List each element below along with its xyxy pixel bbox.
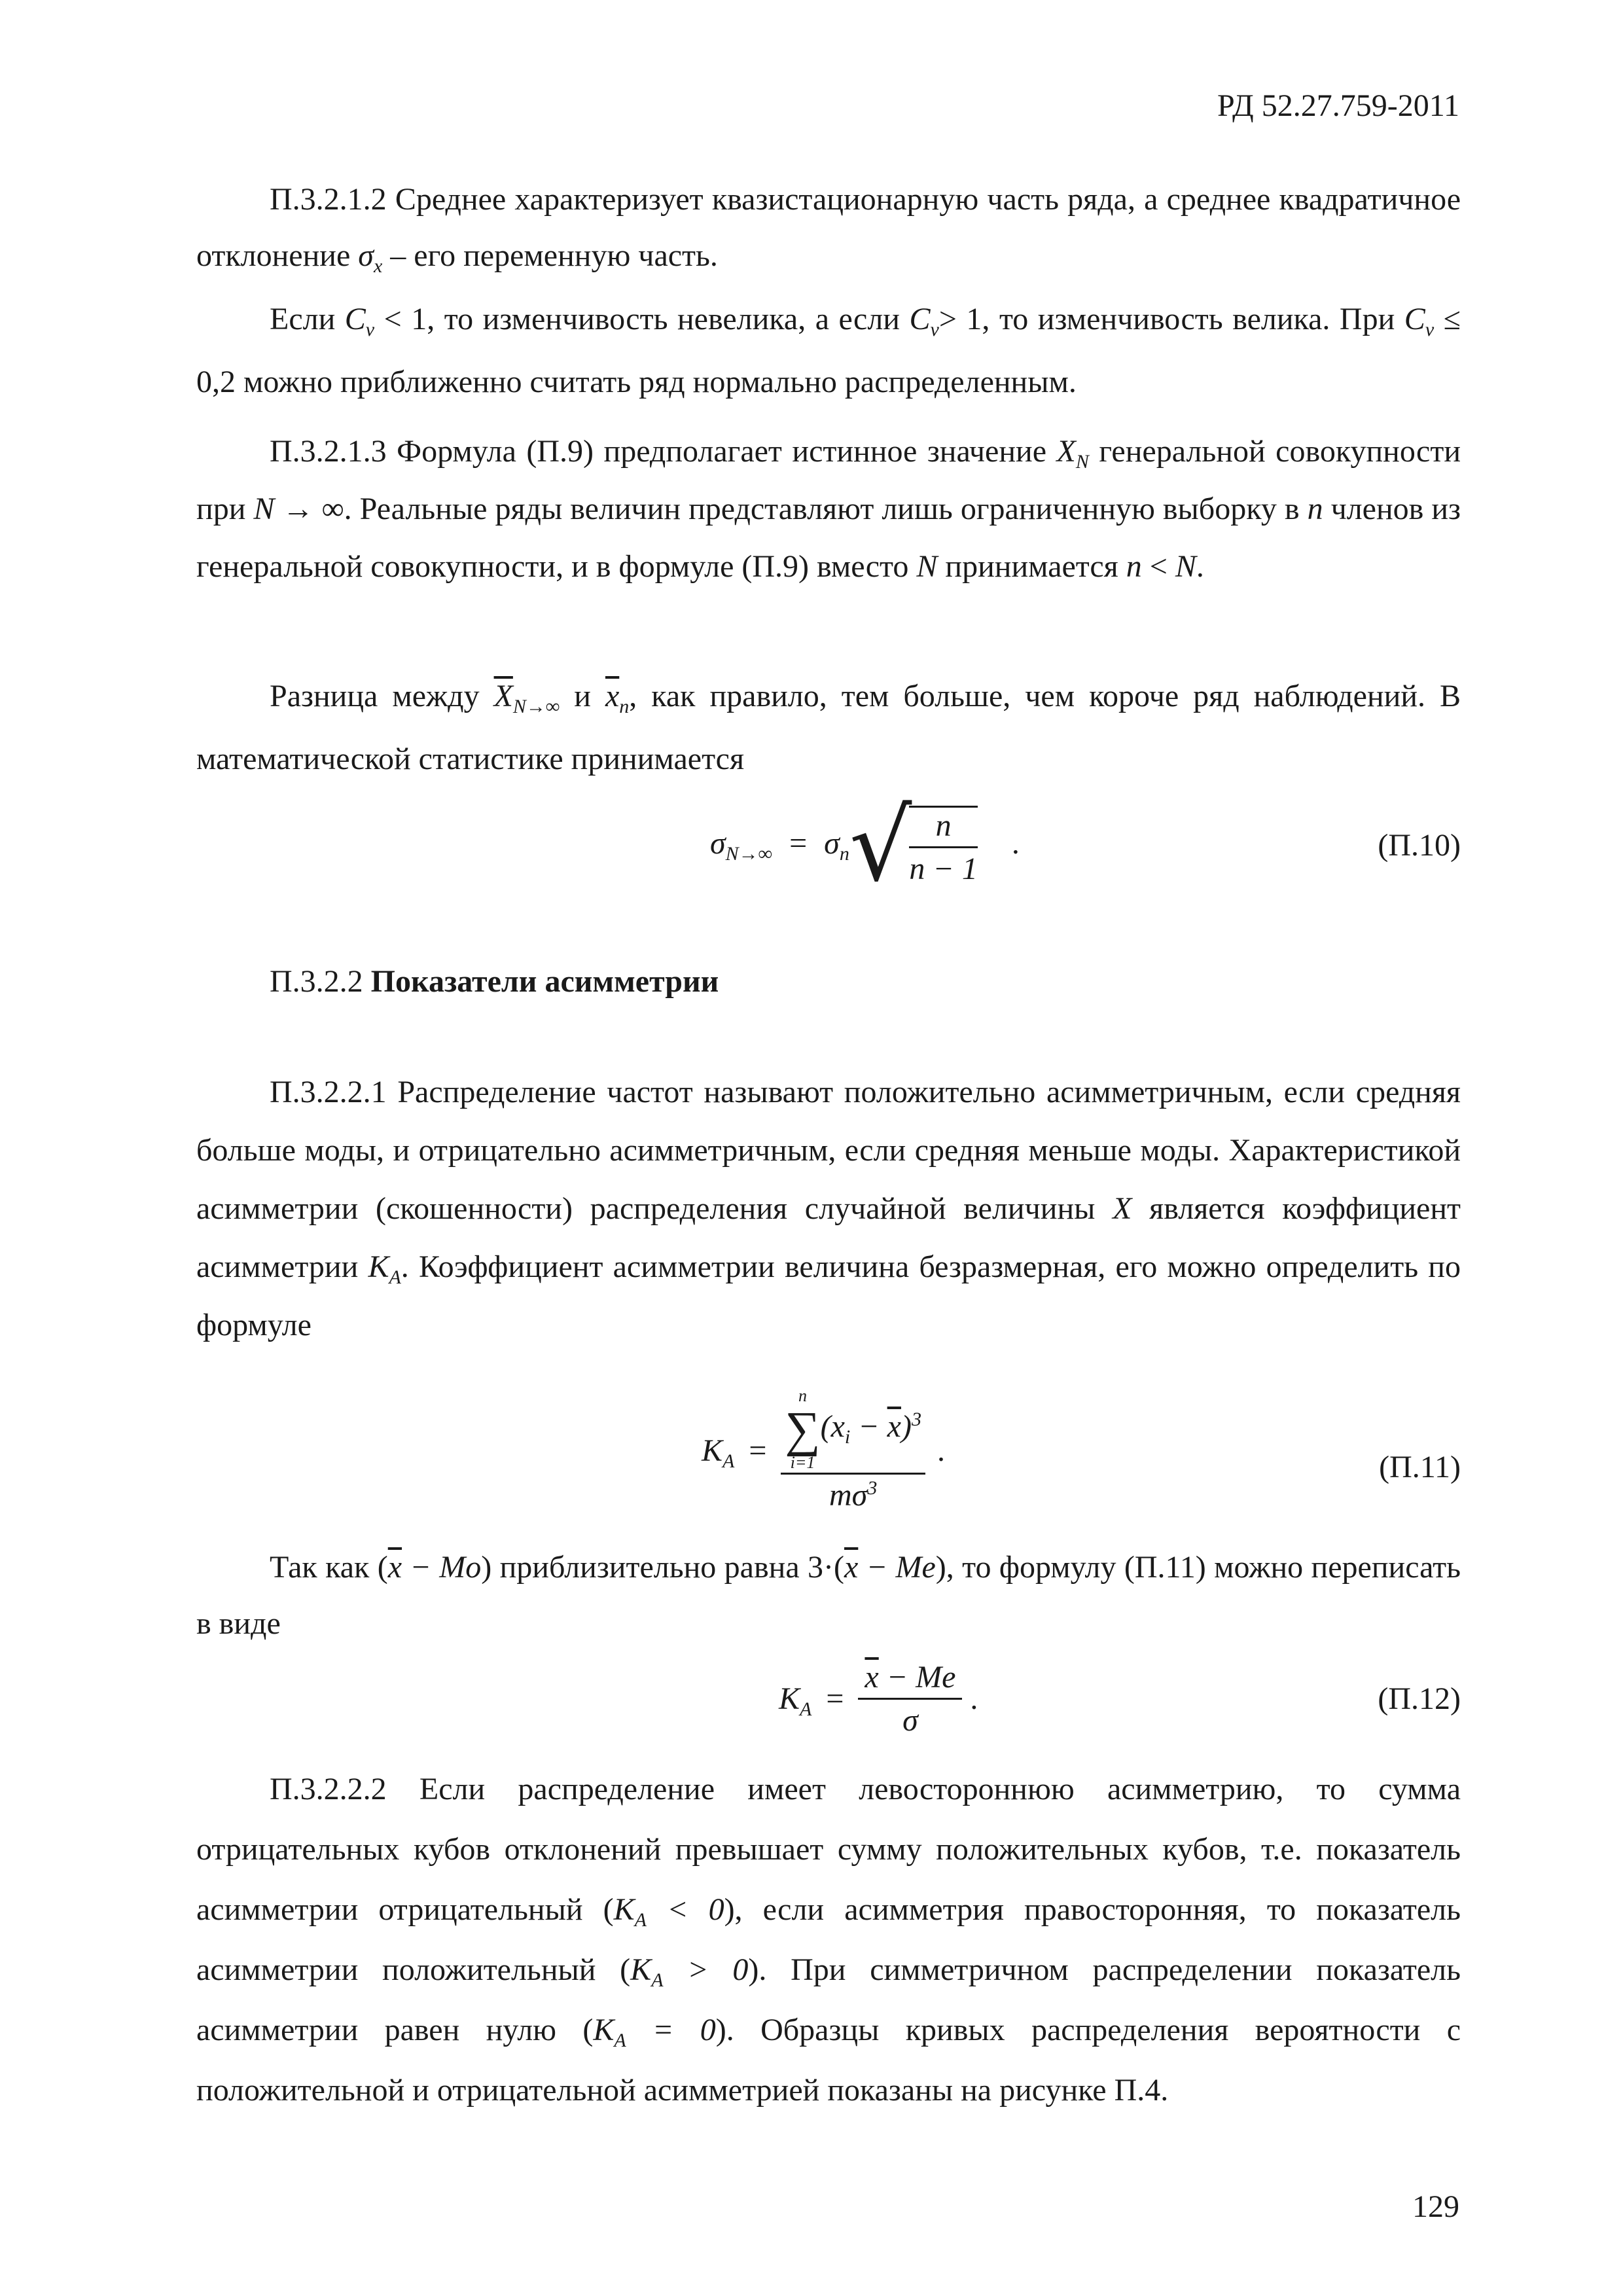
paragraph-left-right-asymmetry: П.3.2.2.2 Если распределение имеет левостороннюю асимметрию, то сумма отрицательных кубов отклонений превышает сумму положительных кубов, т.е. показатель асимметрии отрицательный $(K_A < 0)$, если асимметрия правосторонняя, то показатель асимметрии положительный $(K_A > 0)$. При симметричном распределении показатель асимметрии равен нулю $(K_A = 0)$. Образцы кривых распределения вероятности с положительной и отрицательной асимметрией показаны на рисунке П.4. xyxy=(196,1772,1461,2108)
radical-sign-icon: √ xyxy=(849,789,912,903)
paragraph-mean-sigma: П.3.2.1.2 Среднее характеризует квазистационарную часть ряда, а среднее квадратичное отклонение $\sigma_x$ – его переменную часть. xyxy=(196,182,1461,277)
equation-label-p10: (П.10) xyxy=(1378,828,1461,863)
paragraph-difference: Разница между $\overline{X}_{N\to\infty}$ и $\overline{x}_n$, как правило, тем больше, чем короче ряд наблюдений. В математической статистике принимается xyxy=(196,679,1461,776)
fraction: $\frac{\overline{x} - Me}{\sigma}$ xyxy=(858,1659,962,1738)
paragraph-asymmetry-coefficient: П.3.2.2.1 Распределение частот называют положительно асимметричным, если средняя больше моды, и отрицательно асимметричным, если средняя меньше моды. Характеристикой асимметрии (скошенности) распределения случайной величины X является коэффициент асимметрии $K_A$. Коэффициент асимметрии величина безразмерная, его можно определить по формуле xyxy=(196,1075,1461,1342)
fraction: n ∑ i=1 $(x_i - \overline{x})^3$ $m\sigma^3$ xyxy=(781,1388,925,1513)
formula-p11: $K_A$ = n ∑ i=1 $(x_i - \overline{x})^3$ $m\sigma^3$ . xyxy=(702,1386,945,1513)
square-root: √ $\frac{n}{n - 1}$ xyxy=(849,789,978,903)
equation-label-p11: (П.11) xyxy=(1379,1450,1461,1484)
paragraph-sample-size: П.3.2.1.3 Формула (П.9) предполагает истинное значение $X_N$ генеральной совокупности при N → ∞. Реальные ряды величин представляют лишь ограниченную выборку в n членов из генеральной совокупности, и в формуле (П.9) вместо N принимается n < N. xyxy=(196,434,1461,584)
equation-label-p12: (П.12) xyxy=(1378,1681,1461,1716)
formula-p12: $K_A$ = $\frac{\overline{x} - Me}{\sigma}$ . xyxy=(779,1660,978,1738)
document-code-header: РД 52.27.759-2011 xyxy=(1217,88,1459,123)
page-number: 129 xyxy=(1412,2189,1459,2224)
section-heading: П.3.2.2 Показатели асимметрии xyxy=(270,964,719,999)
sum-icon: n ∑ i=1 xyxy=(785,1386,821,1472)
paragraph-rewrite: Так как $(\overline{x} - Mo)$ приблизительно равна $3\cdot(\overline{x} - Me)$, то формулу (П.11) можно переписать в виде xyxy=(196,1550,1461,1641)
formula-p10: $\sigma_{N\to\infty} = \sigma_n√$ $\frac{n}{n - 1}$ . xyxy=(710,789,1020,903)
paragraph-variation-coefficient: Если $C_v < 1$, то изменчивость невелика, а если $C_v> 1$, то изменчивость велика. При $C_v \le 0,2$ можно приближенно считать ряд нормально распределенным. xyxy=(196,302,1461,399)
